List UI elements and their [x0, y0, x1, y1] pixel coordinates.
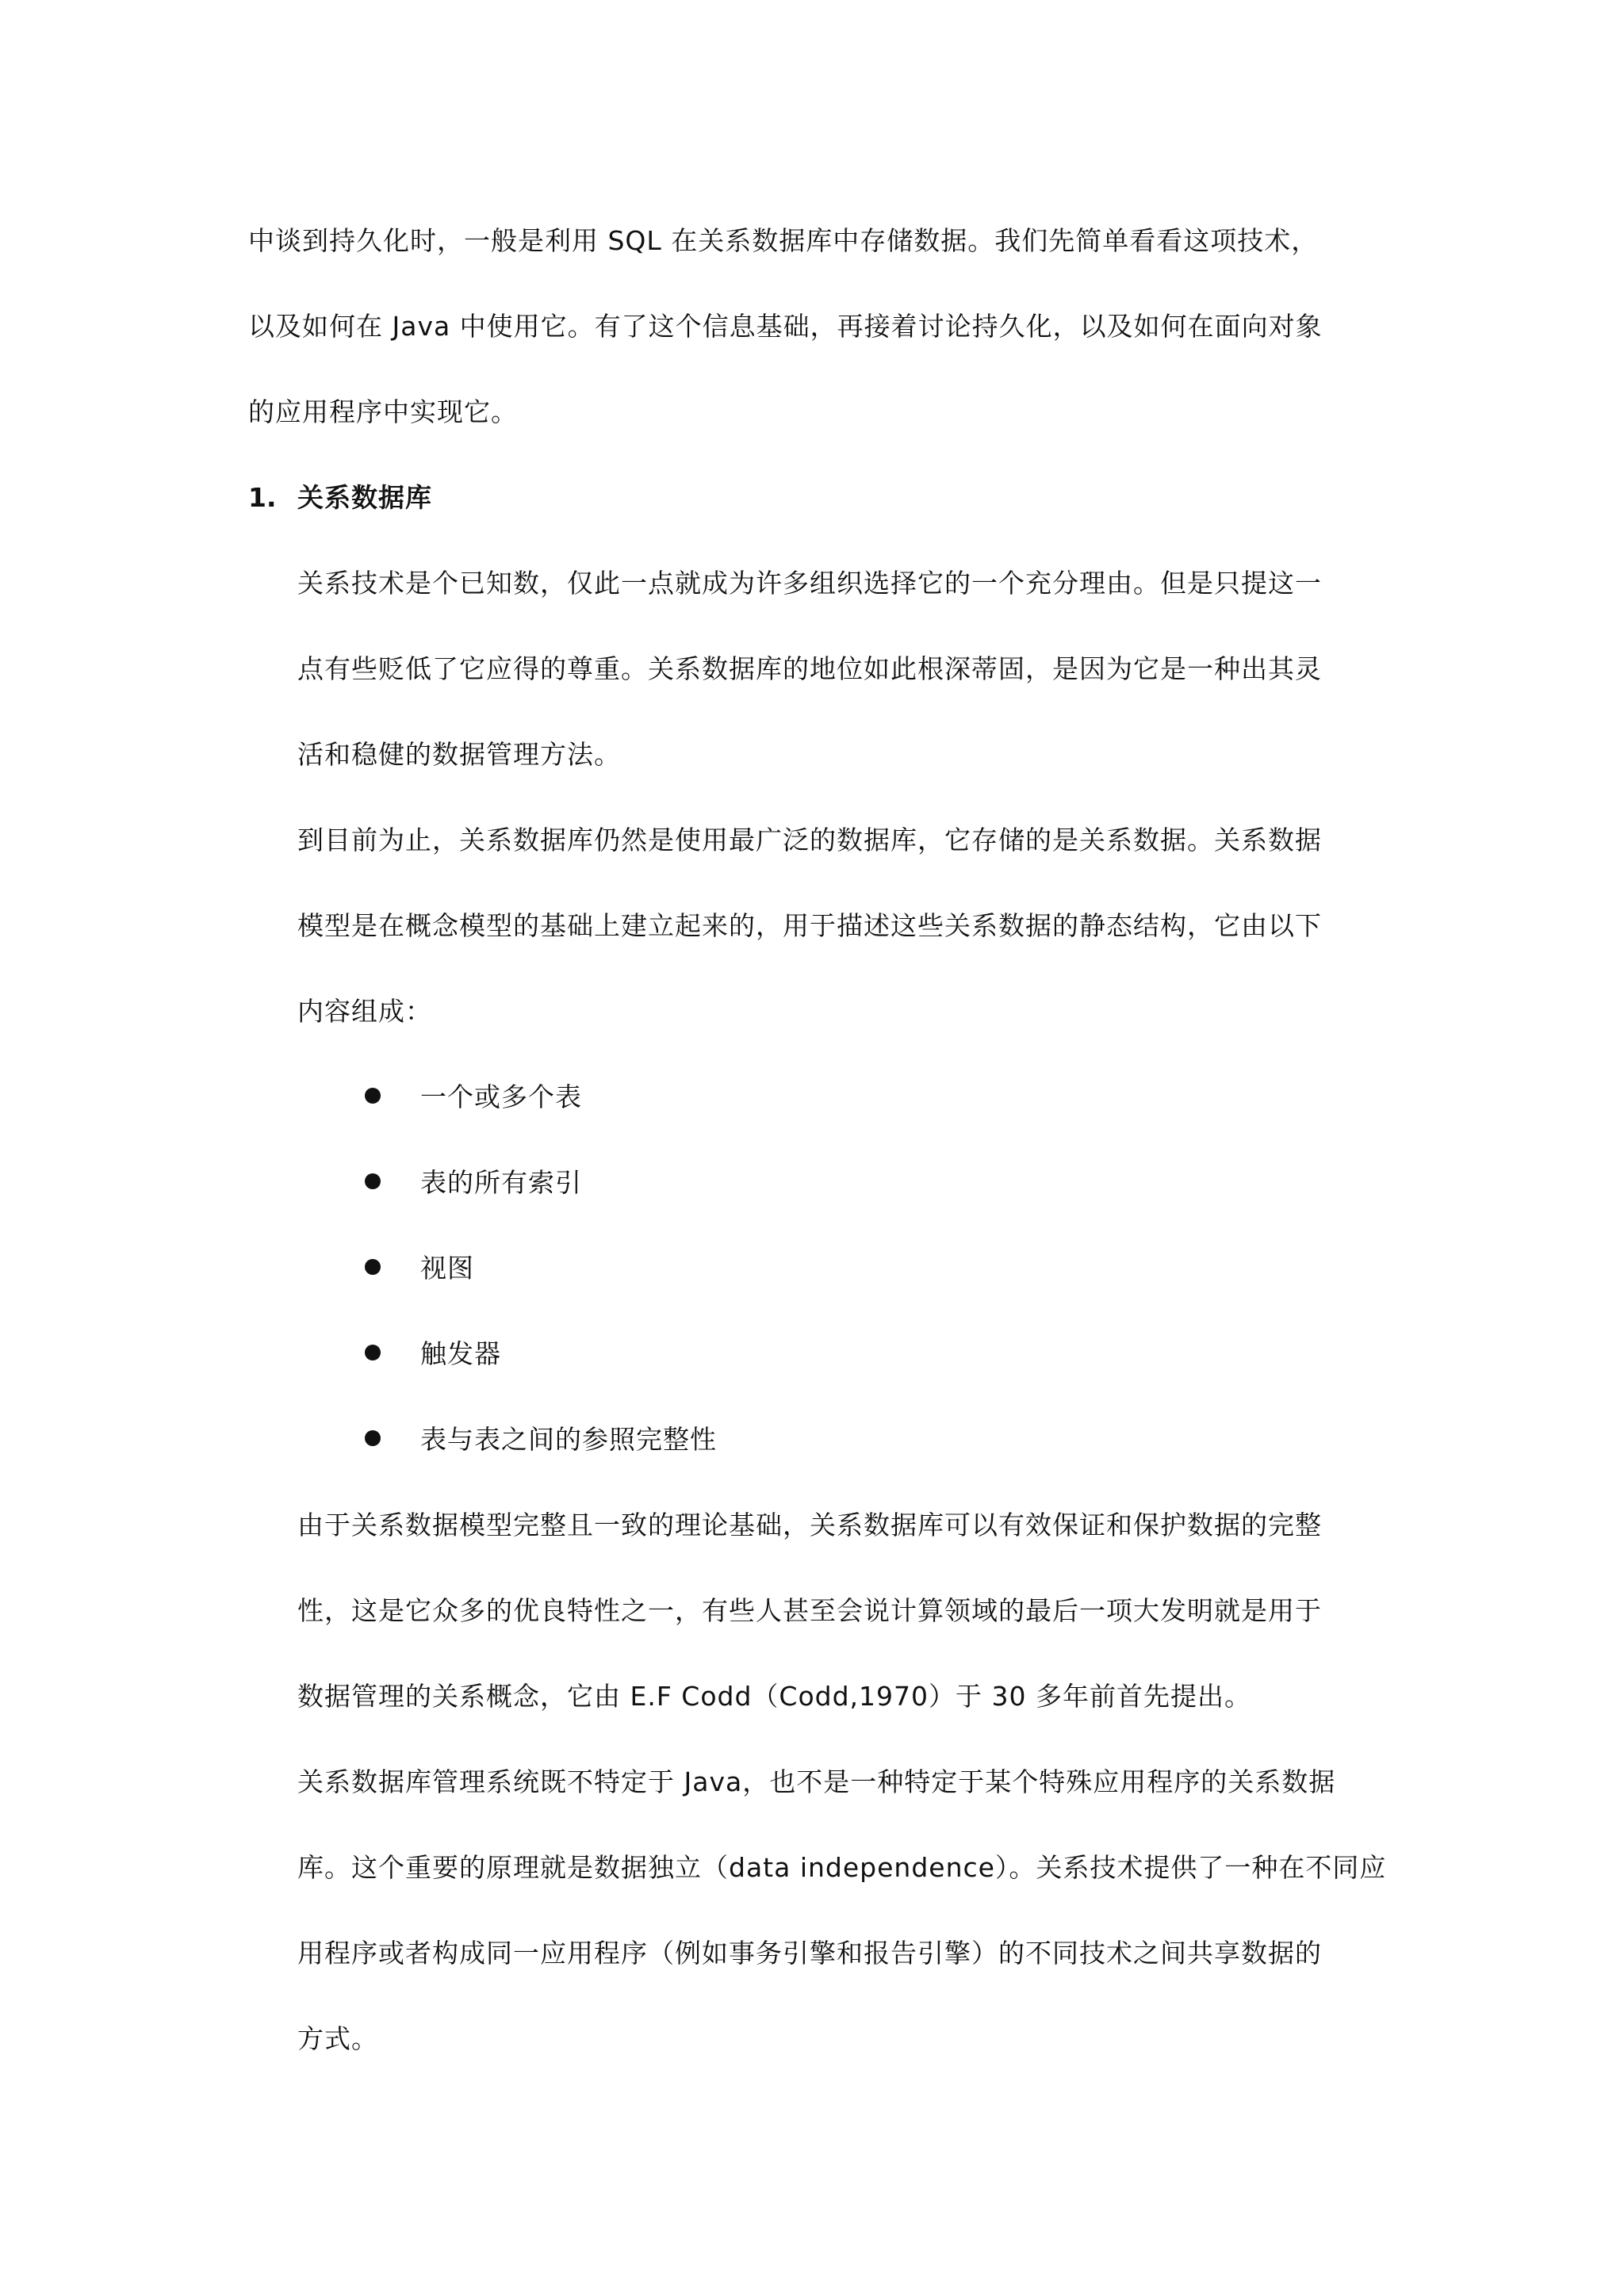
para3-line-1: 由于关系数据模型完整且一致的理论基础，关系数据库可以有效保证和保护数据的完整 [297, 1510, 1322, 1540]
para4-line-1: 关系数据库管理系统既不特定于 Java，也不是一种特定于某个特殊应用程序的关系数据 [297, 1766, 1336, 1797]
bullet-dot-icon [365, 1345, 381, 1360]
bullet-item: 表与表之间的参照完整性 [420, 1424, 717, 1455]
bullet-item: 视图 [420, 1253, 474, 1284]
bullet-item: 触发器 [420, 1338, 501, 1369]
para2-line-1: 到目前为止，关系数据库仍然是使用最广泛的数据库，它存储的是关系数据。关系数据 [297, 825, 1322, 855]
para2-line-2: 模型是在概念模型的基础上建立起来的，用于描述这些关系数据的静态结构，它由以下 [297, 910, 1322, 941]
intro-line-2: 以及如何在 Java 中使用它。有了这个信息基础，再接着讨论持久化，以及如何在面向对象 [248, 311, 1323, 342]
para4-line-4: 方式。 [297, 2023, 378, 2054]
bullet-dot-icon [365, 1173, 381, 1189]
para1-line-3: 活和稳健的数据管理方法。 [297, 739, 621, 770]
intro-line-1: 中谈到持久化时，一般是利用 SQL 在关系数据库中存储数据。我们先简单看看这项技术， [248, 225, 1319, 256]
para2-line-3: 内容组成： [297, 996, 432, 1027]
para3-line-2: 性，这是它众多的优良特性之一，有些人甚至会说计算领域的最后一项大发明就是用于 [297, 1595, 1322, 1626]
para1-line-2: 点有些贬低了它应得的尊重。关系数据库的地位如此根深蒂固，是因为它是一种出其灵 [297, 653, 1322, 684]
para3-line-3: 数据管理的关系概念，它由 E.F Codd（Codd,1970）于 30 多年前首先提出。 [297, 1681, 1251, 1712]
bullet-dot-icon [365, 1430, 381, 1446]
para4-line-2: 库。这个重要的原理就是数据独立（data independence）。关系技术提供了一种在不同应 [297, 1852, 1387, 1883]
bullet-dot-icon [365, 1259, 381, 1275]
bullet-item: 表的所有索引 [420, 1167, 582, 1198]
para4-line-3: 用程序或者构成同一应用程序（例如事务引擎和报告引擎）的不同技术之间共享数据的 [297, 1938, 1322, 1969]
intro-line-3: 的应用程序中实现它。 [248, 396, 518, 427]
section-title: 关系数据库 [297, 482, 432, 513]
para1-line-1: 关系技术是个已知数，仅此一点就成为许多组织选择它的一个充分理由。但是只提这一 [297, 568, 1322, 599]
bullet-dot-icon [365, 1088, 381, 1104]
section-number: 1. [248, 482, 277, 513]
bullet-item: 一个或多个表 [420, 1081, 582, 1112]
